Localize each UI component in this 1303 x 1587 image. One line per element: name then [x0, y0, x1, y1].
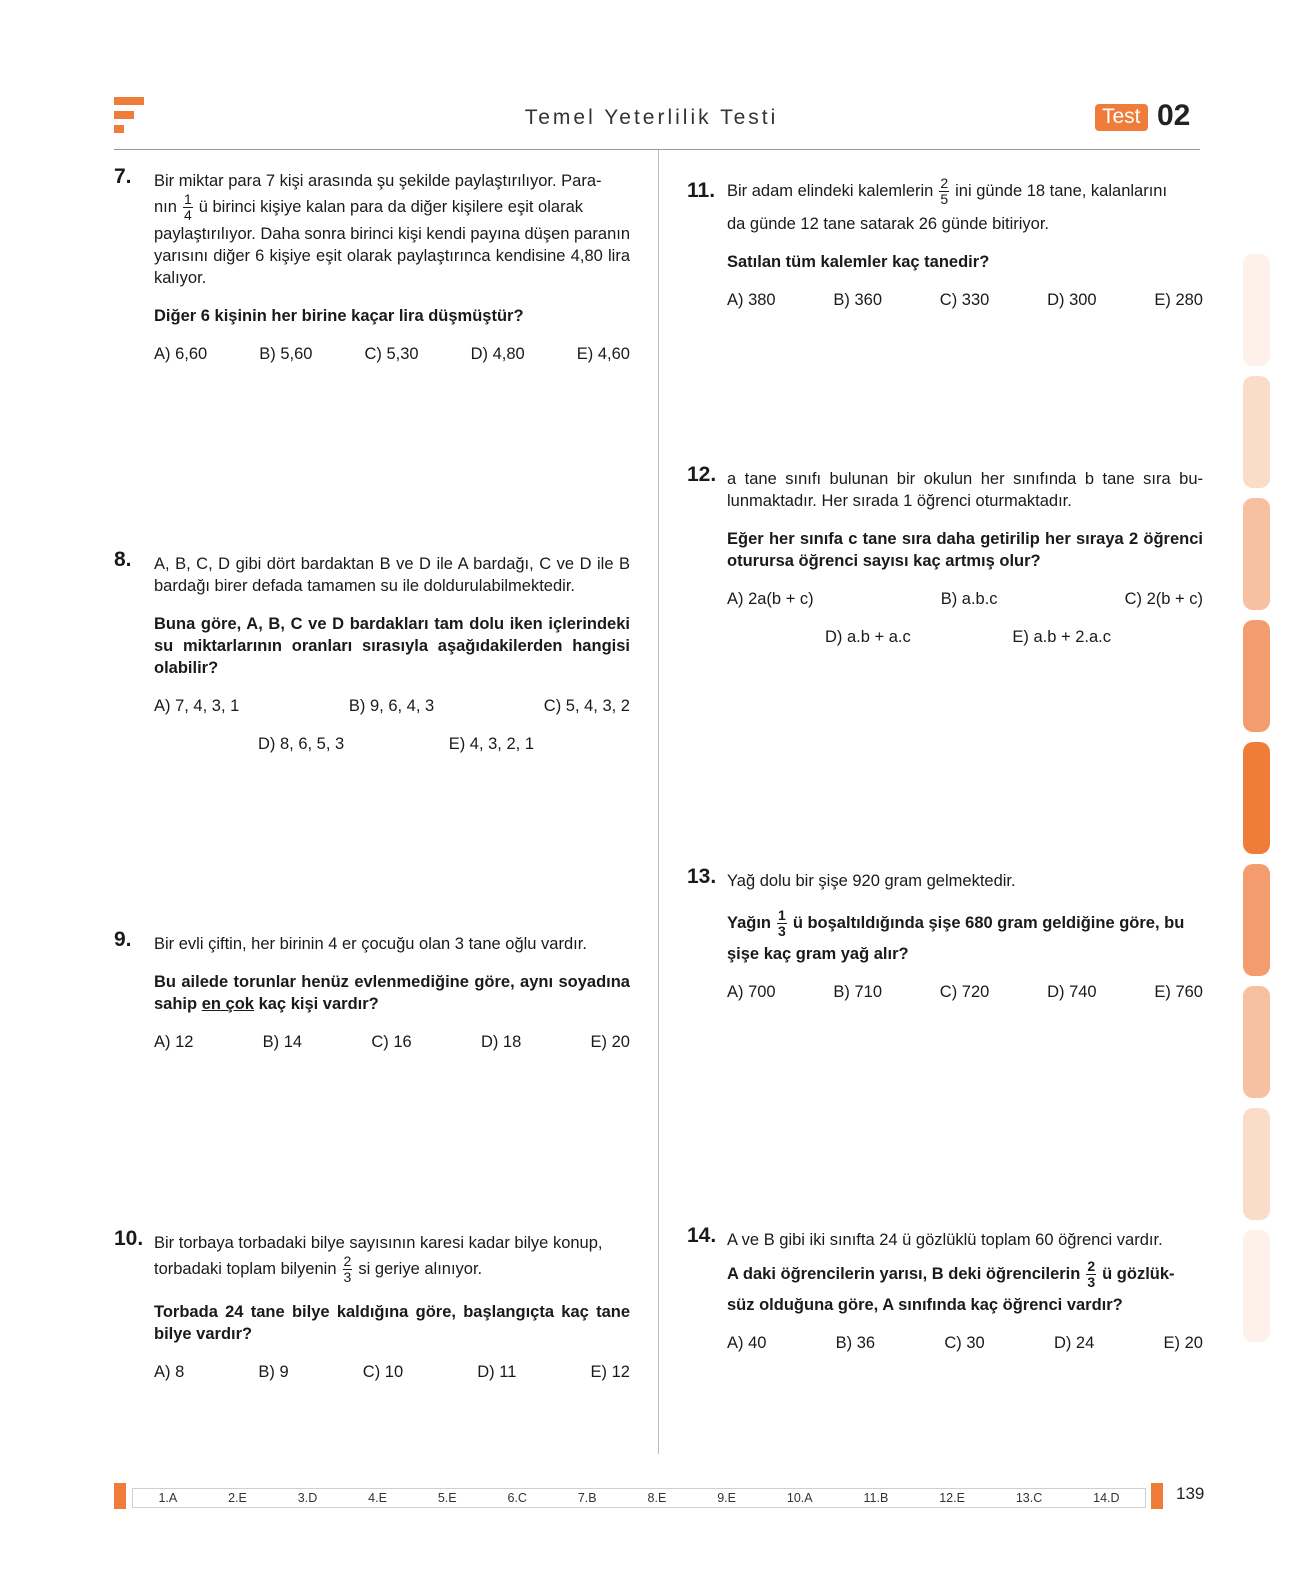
side-tab [1243, 620, 1270, 732]
question-stem: A, B, C, D gibi dört bardaktan B ve D ile A bardağı, C ve D ile B bardağı birer defada tamamen su ile doldurulabilmektedir. [154, 555, 630, 595]
answer-key-item: 4.E [368, 1491, 387, 1505]
side-tab [1243, 1230, 1270, 1342]
answer-key-item: 13.C [1015, 1491, 1043, 1505]
column-divider [658, 150, 659, 1454]
option-d[interactable]: D) 300 [1047, 291, 1097, 309]
fraction: $\frac{2}{5}$ [940, 175, 949, 207]
answer-key-item: 11.B [863, 1491, 889, 1505]
question-7 [114, 165, 631, 365]
question-stem: a tane sınıfı bulunan bir okulun her sınıfında b tane sıra bulunmaktadır. Her sırada 1 öğrenci oturmaktadır. [727, 470, 1203, 510]
option-e[interactable]: E) a.b + 2.a.c [1012, 628, 1111, 646]
answer-key [132, 1488, 1146, 1508]
question-14 [687, 1224, 1203, 1354]
answer-key-item: 1.A [158, 1491, 178, 1505]
answer-key-marker-left [114, 1483, 126, 1509]
question-stem: Bir miktar para 7 kişi arasında şu şekilde paylaştırılıyor. Para- nın $\frac{1}{4}$ ü birinci kişiye kalan para da diğer kişilere eşit olarak [154, 172, 602, 223]
answer-options [154, 343, 630, 365]
option-e[interactable]: E) 20 [590, 1033, 630, 1051]
option-e[interactable]: E) 20 [1163, 1334, 1203, 1352]
test-number: 02 [1157, 99, 1191, 132]
answer-key-item: 3.D [297, 1491, 318, 1505]
answer-options [727, 289, 1203, 311]
answer-key-item: 10.A [786, 1491, 813, 1505]
answer-options-row-1 [154, 695, 630, 717]
side-tab [1243, 498, 1270, 610]
option-c[interactable]: C) 720 [939, 983, 990, 1001]
answer-key-item: 5.E [437, 1491, 457, 1505]
question-prompt-cont: şişe kaç gram yağ alır? [727, 945, 909, 963]
question-stem: Yağ dolu bir şişe 920 gram gelmektedir. [727, 872, 1016, 890]
fraction: $\frac{2}{3}$ [343, 1253, 352, 1285]
question-prompt: Satılan tüm kalemler kaç tanedir? [727, 253, 990, 271]
side-tab [1243, 254, 1270, 366]
question-prompt: Yağın $\frac{1}{3}$ ü boşaltıldığında şişe 680 gram geldiğine göre, bu [727, 907, 1185, 939]
option-c[interactable]: C) 5,30 [364, 345, 419, 363]
option-a[interactable]: A) 2a(b + c) [727, 590, 814, 608]
answer-key-item: 9.E [717, 1491, 736, 1505]
question-stem-cont: da günde 12 tane satarak 26 günde bitiriyor. [727, 215, 1049, 233]
question-9 [114, 928, 630, 1053]
question-8 [114, 548, 630, 755]
option-b[interactable]: B) 5,60 [259, 345, 313, 363]
question-number: 12. [687, 463, 717, 486]
option-d[interactable]: D) 740 [1047, 983, 1097, 1001]
question-prompt: Eğer her sınıfa c tane sıra daha getirilip her sıraya 2 öğrenci oturursa öğrenci sayısı kaç artmış olur? [727, 530, 1203, 570]
page-title: Temel Yeterlilik Testi [524, 106, 779, 129]
option-c[interactable]: C) 5, 4, 3, 2 [543, 697, 630, 715]
option-a[interactable]: A) 7, 4, 3, 1 [154, 697, 240, 715]
question-11 [687, 175, 1203, 311]
test-badge: Test [1095, 104, 1148, 131]
option-c[interactable]: C) 2(b + c) [1124, 590, 1203, 608]
question-number: 9. [114, 928, 132, 951]
option-c[interactable]: C) 30 [944, 1334, 985, 1352]
answer-key-item: 8.E [647, 1491, 667, 1505]
question-stem: Bir torbaya torbadaki bilye sayısının karesi kadar bilye konup, [154, 1234, 603, 1252]
option-a[interactable]: A) 12 [154, 1033, 194, 1051]
option-d[interactable]: D) 8, 6, 5, 3 [258, 735, 345, 753]
question-number: 13. [687, 865, 717, 888]
question-number: 10. [114, 1227, 144, 1250]
question-stem: A ve B gibi iki sınıfta 24 ü gözlüklü toplam 60 öğrenci vardır. [727, 1231, 1163, 1249]
option-d[interactable]: D) 18 [480, 1033, 522, 1051]
option-b[interactable]: B) 9 [258, 1363, 289, 1381]
emphasis-underline: en çok [201, 995, 254, 1013]
question-13 [687, 865, 1203, 1003]
side-tab [1243, 986, 1270, 1098]
header-divider [114, 149, 1200, 150]
option-b[interactable]: B) a.b.c [940, 590, 998, 608]
question-prompt: Bu ailede torunlar henüz evlenmediğine göre, aynı soyadına sahip en çok kaç kişi vardır? [154, 973, 630, 1013]
question-12 [687, 463, 1203, 648]
option-a[interactable]: A) 8 [154, 1363, 185, 1381]
option-d[interactable]: D) 4,80 [470, 345, 525, 363]
answer-key-item: 14.D [1093, 1491, 1120, 1505]
option-a[interactable]: A) 700 [727, 983, 776, 1001]
question-number: 14. [687, 1224, 717, 1247]
fraction: $\frac{2}{3}$ [1087, 1258, 1096, 1290]
option-d[interactable]: D) 24 [1053, 1334, 1095, 1352]
option-e[interactable]: E) 4,60 [576, 345, 630, 363]
fraction: $\frac{1}{3}$ [778, 907, 786, 939]
answer-options-row-1 [727, 588, 1203, 610]
option-b[interactable]: B) 36 [835, 1334, 876, 1352]
question-number: 8. [114, 548, 132, 571]
answer-key-item: 2.E [228, 1491, 247, 1505]
option-b[interactable]: B) 360 [833, 291, 883, 309]
option-e[interactable]: E) 4, 3, 2, 1 [448, 735, 534, 753]
question-prompt: Diğer 6 kişinin her birine kaçar lira düşmüştür? [154, 307, 524, 325]
option-c[interactable]: C) 10 [362, 1363, 404, 1381]
side-tab [1243, 1108, 1270, 1220]
answer-options [154, 1031, 630, 1053]
question-number: 11. [687, 179, 716, 202]
option-d[interactable]: D) 11 [477, 1363, 517, 1381]
page-number: 139 [1176, 1484, 1205, 1503]
question-stem: Bir evli çiftin, her birinin 4 er çocuğu olan 3 tane oğlu vardır. [154, 935, 587, 953]
question-prompt: A daki öğrencilerin yarısı, B deki öğrencilerin $\frac{2}{3}$ ü gözlük- [727, 1258, 1175, 1290]
option-e[interactable]: E) 760 [1154, 983, 1203, 1001]
option-d[interactable]: D) a.b + a.c [825, 628, 911, 646]
question-prompt: Torbada 24 tane bilye kaldığına göre, başlangıçta kaç tane bilye vardır? [154, 1303, 630, 1343]
option-c[interactable]: C) 330 [939, 291, 990, 309]
answer-options-row-2 [727, 626, 1203, 648]
answer-key-item: 7.B [577, 1491, 597, 1505]
question-stem-cont: torbadaki toplam bilyenin $\frac{2}{3}$ si geriye alınıyor. [154, 1253, 483, 1285]
answer-options-row-2 [154, 733, 630, 755]
option-c[interactable]: C) 16 [371, 1033, 412, 1051]
question-10 [114, 1227, 630, 1383]
answer-key-item: 6.C [507, 1491, 527, 1505]
question-prompt: Buna göre, A, B, C ve D bardakları tam dolu iken içlerindeki su miktarlarının oranları sırasıyla aşağıdakilerden hangisi olabilir? [154, 615, 630, 677]
side-tab [1243, 376, 1270, 488]
option-b[interactable]: B) 710 [833, 983, 883, 1001]
fraction: $\frac{1}{4}$ [183, 191, 192, 223]
option-e[interactable]: E) 12 [590, 1363, 630, 1381]
question-prompt-cont: süz olduğuna göre, A sınıfında kaç öğrenci vardır? [727, 1296, 1123, 1314]
answer-options [727, 1332, 1203, 1354]
question-stem-cont: paylaştırılıyor. Daha sonra birinci kişi kendi payına düşen paranın yarısını diğer 6 kişiye eşit olarak paylaştırınca kendisine 4,80 lira kalıyor. [154, 225, 631, 287]
option-a[interactable]: A) 40 [727, 1334, 767, 1352]
option-a[interactable]: A) 380 [727, 291, 776, 309]
answer-options [154, 1361, 630, 1383]
option-b[interactable]: B) 9, 6, 4, 3 [348, 697, 435, 715]
answer-key-item: 12.E [939, 1491, 965, 1505]
side-tab-active [1243, 742, 1270, 854]
answer-options [727, 981, 1203, 1003]
question-stem: Bir adam elindeki kalemlerin $\frac{2}{5}$ ini günde 18 tane, kalanlarını [727, 175, 1168, 207]
option-e[interactable]: E) 280 [1154, 291, 1203, 309]
question-number: 7. [114, 165, 132, 188]
option-b[interactable]: B) 14 [262, 1033, 303, 1051]
option-a[interactable]: A) 6,60 [154, 345, 208, 363]
answer-key-marker-right [1151, 1483, 1163, 1509]
side-tab [1243, 864, 1270, 976]
